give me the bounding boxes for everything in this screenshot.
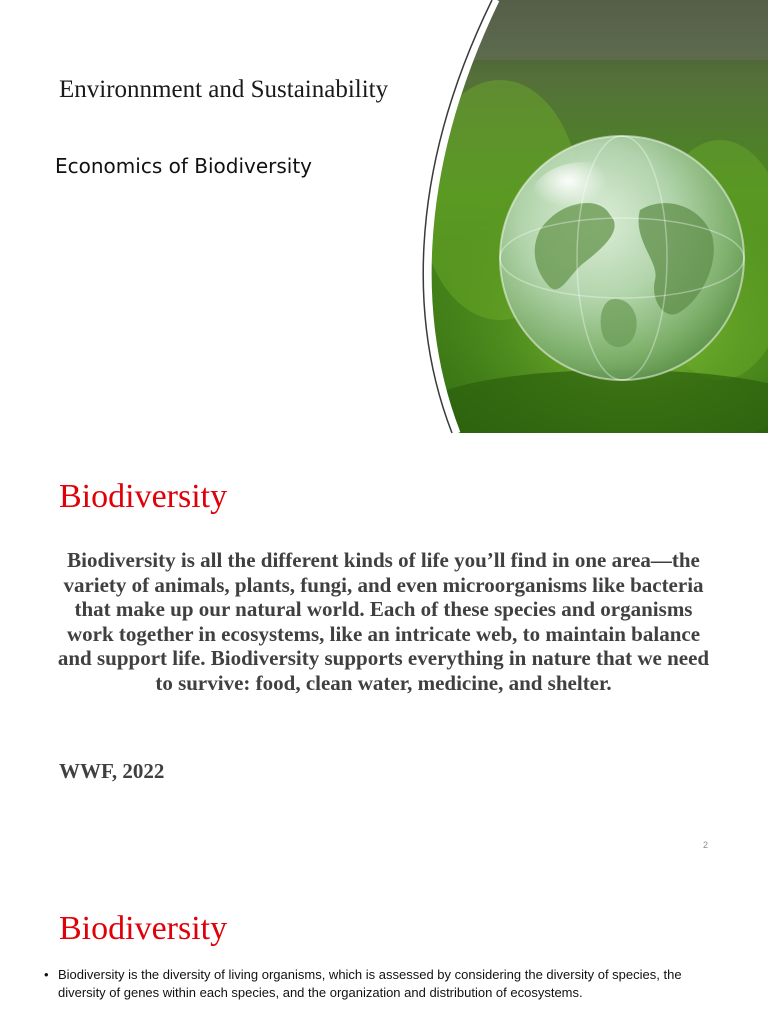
slide-heading: Biodiversity	[59, 478, 228, 515]
quote-slide	[0, 436, 768, 866]
presentation-title: Environnment and Sustainability	[59, 76, 389, 103]
presentation-subtitle: Economics of Biodiversity	[55, 154, 313, 178]
bullet-text: Biodiversity is the diversity of living organisms, which is assessed by considering the diversity of species, the diversity of genes within each species, and the organization and distribution of ecosystems.	[58, 967, 682, 1000]
bullet-list	[44, 966, 694, 1001]
bullet-dot-icon: •	[44, 967, 49, 982]
title-slide	[0, 0, 768, 433]
quote-citation: WWF, 2022	[59, 759, 165, 783]
bullet-item	[44, 966, 694, 1001]
glass-globe-on-moss-image	[0, 0, 768, 433]
bullet-slide	[0, 868, 768, 1024]
page-number: 2	[703, 840, 709, 850]
definition-quote: Biodiversity is all the different kinds of life you’ll find in one area—the variety of animals, plants, fungi, and even microorganisms like bacteria that make up our natural world. Each of these species and organisms work together in ecosystems, like an intricate web, to maintain balance and support life. Biodiversity supports everything in nature that we need to survive: food, clean water, medicine, and shelter.	[57, 548, 710, 695]
slide-heading: Biodiversity	[59, 910, 228, 947]
